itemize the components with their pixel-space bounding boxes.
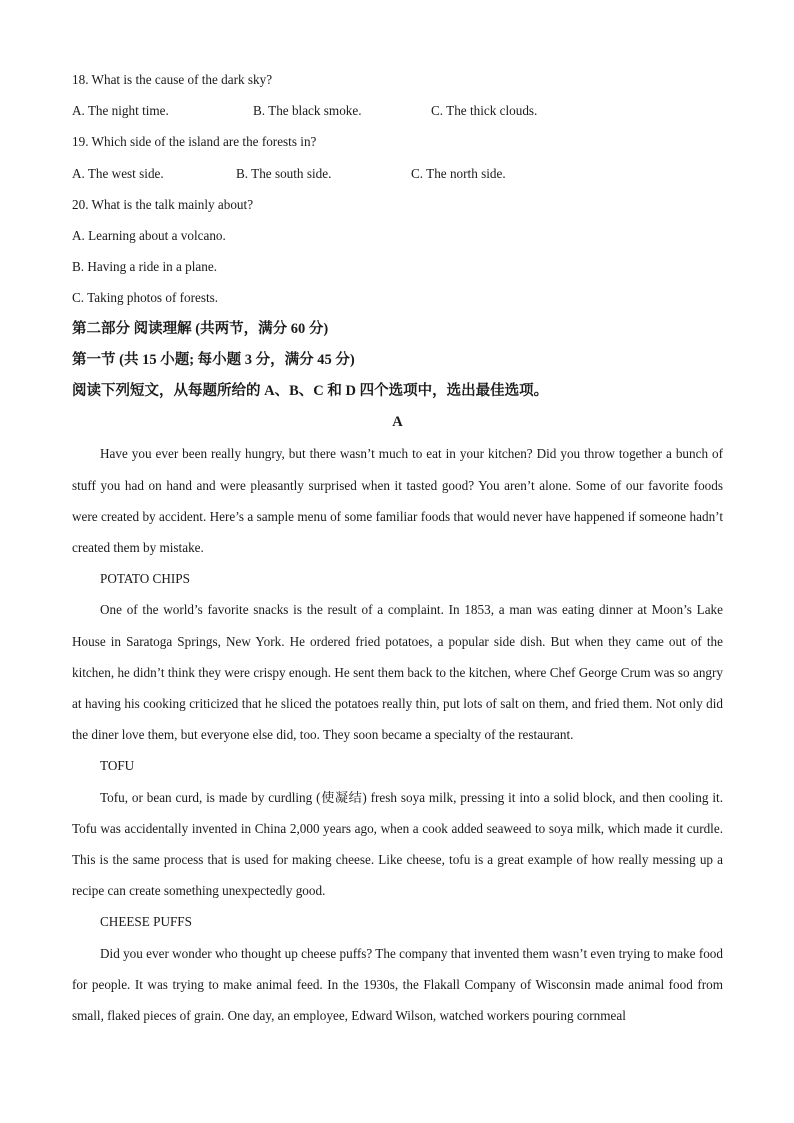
question-19: 19. Which side of the island are the forests in? bbox=[72, 134, 317, 150]
document-page bbox=[72, 64, 723, 1031]
option-b: B. Having a ride in a plane. bbox=[72, 259, 218, 275]
subsection-heading: 第一节 (共 15 小题; 每小题 3 分，满分 45 分) bbox=[72, 351, 355, 368]
question-18-options bbox=[72, 95, 723, 126]
option-b: B. The black smoke. bbox=[253, 103, 362, 119]
heading-potato-chips: POTATO CHIPS bbox=[100, 571, 190, 587]
question-20: 20. What is the talk mainly about? bbox=[72, 196, 254, 212]
question-18: 18. What is the cause of the dark sky? bbox=[72, 72, 273, 87]
section-heading: 第二部分 阅读理解 (共两节，满分 60 分) bbox=[72, 320, 329, 337]
option-b: B. The south side. bbox=[236, 165, 332, 181]
option-c: C. The thick clouds. bbox=[431, 103, 538, 119]
passage-title: A bbox=[392, 414, 403, 431]
option-a: A. The night time. bbox=[72, 103, 169, 119]
option-c: C. The north side. bbox=[411, 165, 506, 181]
option-c: C. Taking photos of forests. bbox=[72, 290, 219, 306]
heading-tofu: TOFU bbox=[100, 758, 135, 774]
option-a: A. Learning about a volcano. bbox=[72, 228, 226, 244]
paragraph-cheese-puffs: Did you ever wonder who thought up cheese puffs? The company that invented them wasn’t even trying to make food for people. It was trying to make animal feed. In the 1930s, the Flakall Company of Wisconsin made animal food from small, flaked pieces of grain. One day, an employee, Edward Wilson, watched workers pouring cornmeal bbox=[72, 945, 723, 1024]
option-a: A. The west side. bbox=[72, 165, 164, 181]
question-19-options bbox=[72, 158, 723, 189]
paragraph-tofu: Tofu, or bean curd, is made by curdling (使凝结) fresh soya milk, pressing it into a solid block, and then cooling it. Tofu was accidentally invented in China 2,000 years ago, when a cook added seaweed to soya milk, which made it curdle. This is the same process that is used for making cheese. Like cheese, tofu is a great example of how really messing up a recipe can create something unexpectedly good. bbox=[72, 789, 723, 899]
instruction-text: 阅读下列短文，从每题所给的 A、B、C 和 D 四个选项中，选出最佳选项。 bbox=[72, 383, 549, 400]
paragraph-potato-chips: One of the world’s favorite snacks is the result of a complaint. In 1853, a man was eating dinner at Moon’s Lake House in Saratoga Springs, New York. He ordered fried potatoes, a popular side dish. But when they came out of the kitchen, he didn’t think they were crispy enough. He sent them back to the kitchen, where Chef George Crum was so angry at having his cooking criticized that he sliced the potatoes really thin, put lots of salt on them, and fried them. Not only did the diner love them, but everyone else did, too. They soon became a specialty of the restaurant. bbox=[72, 602, 723, 743]
heading-cheese-puffs: CHEESE PUFFS bbox=[100, 914, 192, 930]
passage-intro: Have you ever been really hungry, but there wasn’t much to eat in your kitchen? Did you throw together a bunch of stuff you had on hand and were pleasantly surprised when it tasted good? You aren’t alone. Some of our favorite foods were created by accident. Here’s a sample menu of some familiar foods that would never have happened if someone hadn’t created them by mistake. bbox=[72, 446, 723, 556]
